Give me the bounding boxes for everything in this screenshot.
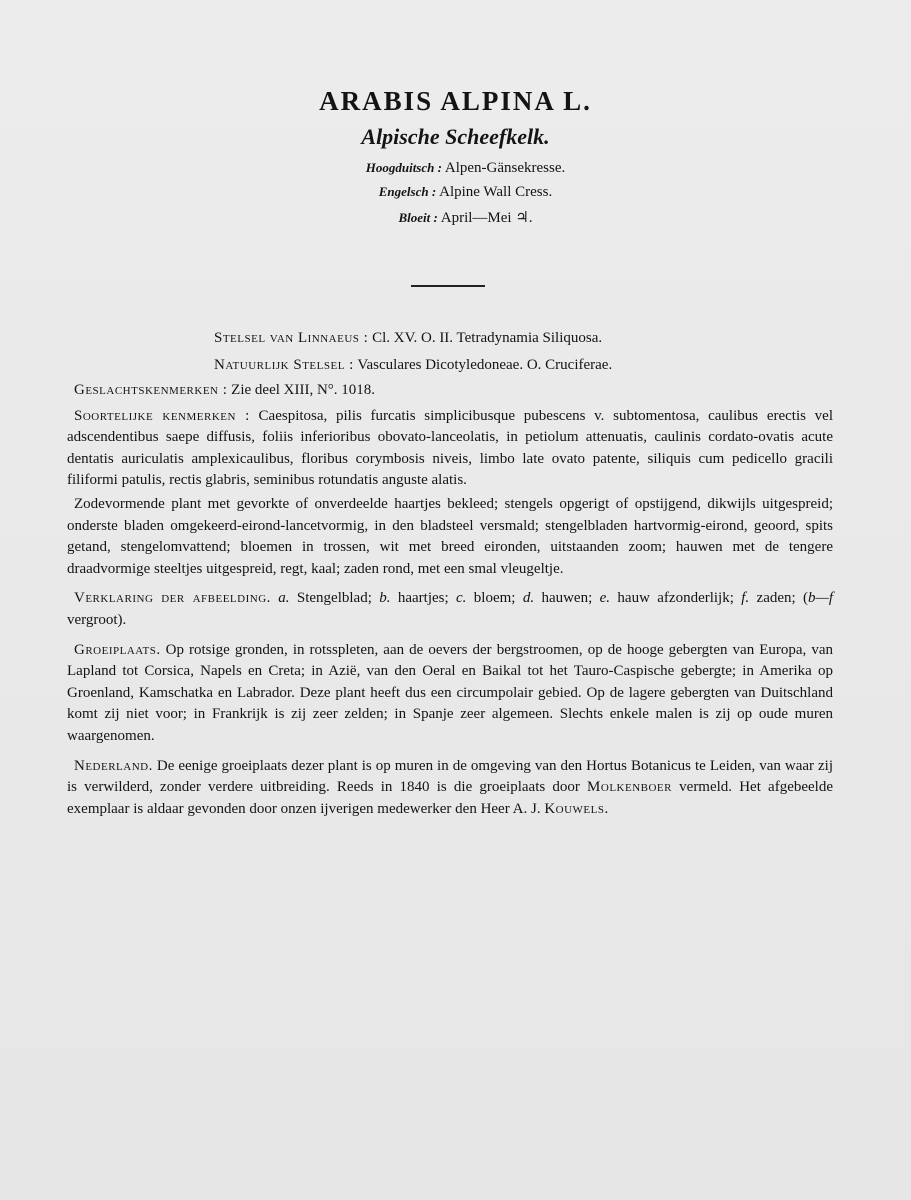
figure-key-f: f. [741, 590, 750, 607]
natural-label: Natuurlijk Stelsel : [214, 357, 354, 373]
species-latin-paragraph [67, 406, 833, 492]
page-title [0, 86, 911, 117]
figure-label: Verklaring der afbeelding. [74, 590, 271, 607]
netherlands-text-middle: vermeld. Het afgebeelde exemplaar is aldaar gevonden door onzen ijverigen medewerker den Heer [67, 779, 833, 817]
german-name: Alpen-Gänsekresse. [444, 160, 566, 176]
species-latin-text: Caespitosa, pilis furcatis simplicibusque pubescens v. subtomentosa, caulibus erectis vel adscendentibus saepe diffusis, foliis inferioribus obovato-lanceolatis, in petiolum attenuatis, caulinis cordato-ovatis acute dentatis auriculatis amplexicaulibus, floribus corymbosis niveis, limbo late ovato patente, siliquis cum pedicello gracili filiformi patulis, rectis glabris, seminibus rotundatis anguste alatis. [67, 407, 833, 489]
genus-label: Geslachtskenmerken : [74, 382, 228, 398]
netherlands-label: Nederland. [74, 757, 153, 774]
species-dutch-paragraph: Zodevormende plant met gevorkte of onverdeelde haartjes bekleed; stengels opgerigt of opstijgend, dikwijls uitgespreid; onderste bladen omgekeerd-eirond-lancetvormig, in den bladsteel versmald; stengelbladen hartvormig-eirond, geoord, spits getand, stengelomvattend; bloemen in trossen, wit met breed eironden, uitstaanden zoom; hauwen met de tengere draadvormige steeltjes uitgespreid, regt, kaal; zaden rond, met een smal vleugeltje. [67, 495, 833, 577]
species-name: ARABIS ALPINA L. [319, 86, 592, 116]
german-name-line [10, 160, 911, 177]
linnaeus-system-line [214, 330, 602, 347]
title-divider [411, 285, 485, 287]
genus-paragraph [67, 380, 833, 402]
netherlands-text-end: . [604, 800, 609, 817]
figure-text-d: hauwen; [541, 590, 593, 607]
bloom-label: Bloeit : [398, 210, 438, 225]
bloom-line [10, 208, 911, 227]
figure-range-key: b—f [808, 590, 834, 607]
figure-text-e: hauw afzonderlijk; [617, 590, 734, 607]
genus-value: Zie deel XIII, N°. 1018. [231, 382, 376, 398]
linnaeus-value: Cl. XV. O. II. Tetradynamia Siliquosa. [372, 330, 603, 346]
figure-text-f: zaden; [756, 590, 796, 607]
netherlands-paragraph [67, 756, 833, 821]
figure-text-a: Stengelblad; [296, 590, 372, 607]
figure-key-c: c. [456, 590, 467, 607]
figure-range-open: ( [803, 590, 809, 607]
habitat-label: Groeiplaats. [74, 641, 161, 658]
habitat-text: Op rotsige gronden, in rotsspleten, aan de oevers der bergstroomen, op de hooge gebergten van Europa, van Lapland tot Corsica, Napels en Creta; in Azië, van den Oeral en Baikal tot het Tauro-Caspische gebergte; in Amerika op Groenland, Kamschatka en Labrador. Deze plant heeft dus een circumpolair gebied. Op de lagere gebergten van Duitschland komt zij niet voor; in Frankrijk is zij zeer zelden; in Spanje zeer algemeen. Slechts enkele malen is zij op oude muren waargenomen. [67, 641, 834, 744]
linnaeus-label: Stelsel van Linnaeus : [214, 330, 369, 346]
figure-range-text: vergroot). [67, 611, 127, 628]
natural-system-line [214, 357, 612, 374]
bloom-value: April—Mei ♃. [440, 210, 533, 226]
netherlands-text-before: De eenige groeiplaats dezer plant is op muren in de omgeving van den Hortus Botanicus te Leiden, van waar zij is verwilderd, zonder verdere uitbreiding. Reeds in 1840 is die groeiplaats door [67, 757, 833, 796]
person-kouwels: Kouwels [544, 800, 605, 817]
english-name-line [10, 184, 911, 201]
english-label: Engelsch : [378, 184, 437, 199]
figure-key-b: b. [379, 590, 391, 607]
dutch-common-name: Alpische Scheefkelk. [361, 124, 550, 149]
description-body [67, 380, 833, 828]
figure-key-e: e. [599, 590, 611, 607]
figure-legend-paragraph [67, 588, 833, 631]
figure-text-b: haartjes; [397, 590, 449, 607]
natural-value: Vasculares Dicotyledoneae. O. Cruciferae. [357, 357, 613, 373]
figure-key-a: a. [278, 590, 290, 607]
species-label: Soortelijke kenmerken : [74, 407, 250, 424]
figure-text-c: bloem; [473, 590, 516, 607]
english-name: Alpine Wall Cress. [439, 184, 553, 200]
habitat-paragraph [67, 640, 833, 748]
person-molkenboer: Molkenboer [587, 779, 672, 796]
person-initials: A. J. [512, 800, 541, 817]
german-label: Hoogduitsch : [365, 160, 442, 175]
figure-key-d: d. [522, 590, 535, 607]
